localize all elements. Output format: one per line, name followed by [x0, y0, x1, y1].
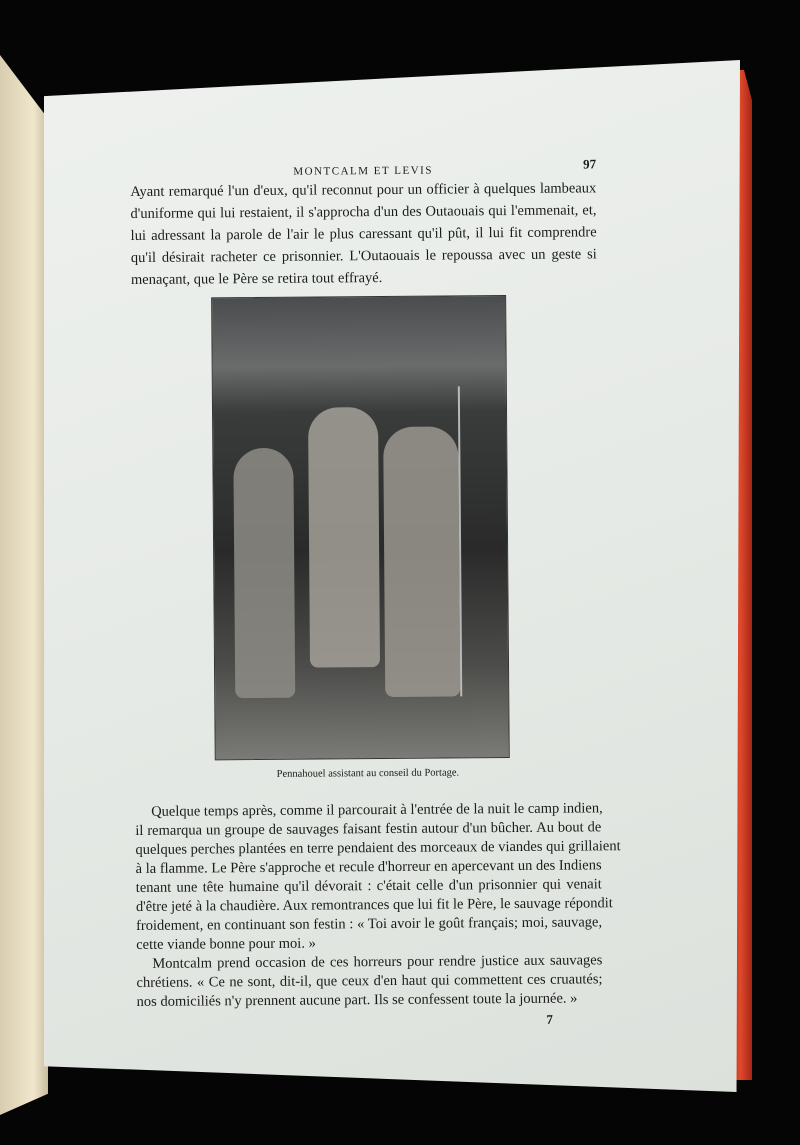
illustration-caption: Pennahouel assistant au conseil du Portage. — [276, 767, 460, 780]
text-line: chrétiens. « Ce ne sont, dit-il, que ceux d'en haut qui commettent ces cruautés; — [136, 971, 603, 991]
text-line: menaçant, que le Père se retira tout effrayé. — [130, 270, 383, 288]
text-line: lui adressant la parole de l'air le plus caressant qu'il pût, il lui fit comprendre — [130, 224, 597, 244]
engraving-illustration — [211, 295, 510, 760]
text-line: qu'il désirait racheter ce prisonnier. L'Outaouais le repoussa avec un geste si — [130, 246, 597, 266]
text-line: froidement, en continuant son festin : « Toi avoir le goût français; moi, sauvage, — [135, 914, 603, 934]
text-line: nos domiciliés n'y prennent aucune part. Ils se confessent toute la journée. » — [136, 990, 578, 1010]
signature-mark: 7 — [546, 1011, 553, 1027]
page-header — [130, 151, 596, 181]
running-title: MONTCALM ET LEVIS — [293, 164, 433, 178]
page-content — [130, 151, 621, 1027]
paragraph-2 — [135, 799, 621, 1012]
figure-center — [308, 407, 380, 668]
page-number: 97 — [583, 156, 597, 172]
text-line: quelques perches plantées en terre pendaient des morceaux de viandes qui grillaient — [135, 838, 621, 858]
text-line: il remarqua un groupe de sauvages faisant festin autour d'un bûcher. Au bout de — [135, 819, 602, 839]
text-line: Ayant remarqué l'un d'eux, qu'il reconnut pour un officier à quelques lambeaux — [130, 180, 597, 200]
text-line: Montcalm prend occasion de ces horreurs pour rendre justice aux sauvages — [152, 952, 603, 972]
text-line: d'être jeté à la chaudière. Aux remontrances que lui fit le Père, le sauvage répondit — [135, 895, 613, 915]
text-line: tenant une tête humaine qu'il dévorait : c'était celle d'un prisonnier qui venait — [135, 876, 602, 896]
figure-left — [233, 448, 295, 698]
text-line: à la flamme. Le Père s'approche et recule d'horreur en apercevant un des Indiens — [135, 857, 602, 877]
text-line: d'uniforme qui lui restaient, il s'approcha d'un des Outaouais qui l'emmenait, et, — [130, 202, 597, 222]
paragraph-1 — [130, 177, 597, 291]
left-page-edge — [0, 55, 48, 1115]
figure-right — [383, 426, 460, 697]
text-line: cette viande bonne pour moi. » — [136, 935, 316, 953]
text-line: Quelque temps après, comme il parcourait à l'entrée de la nuit le camp indien, — [151, 800, 603, 820]
